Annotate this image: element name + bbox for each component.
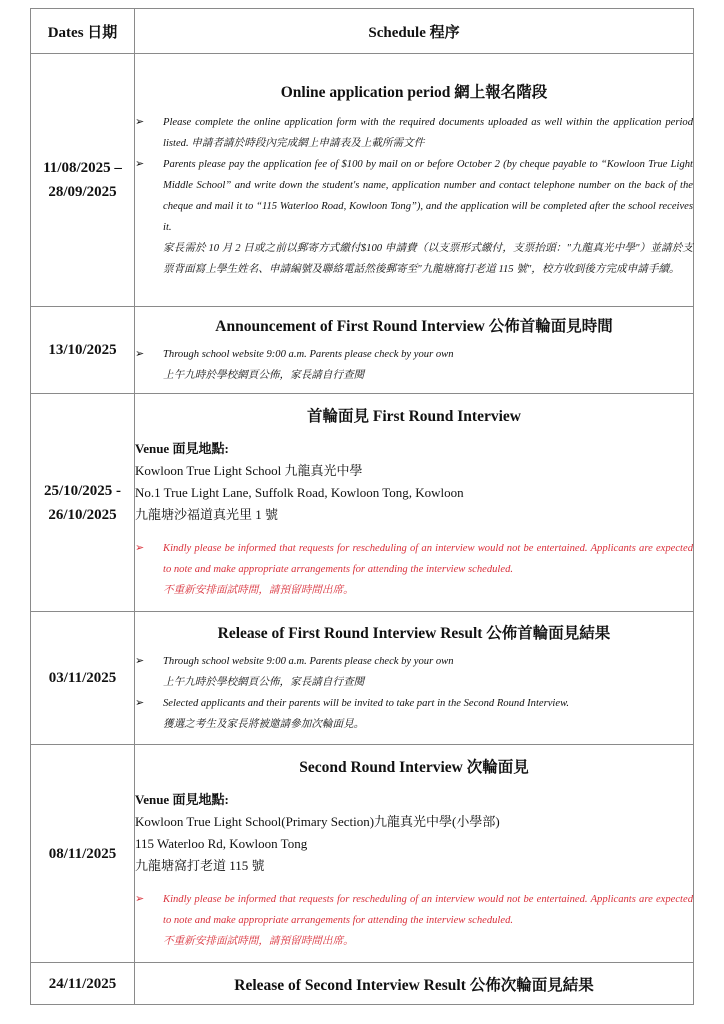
bullet-zh: 上午九時於學校網頁公佈，家長請自行查閱 <box>163 677 365 688</box>
list-item <box>135 693 693 735</box>
list-item <box>135 154 693 280</box>
row-title: Announcement of First Round Interview 公佈首輪面見時間 <box>215 318 613 335</box>
bullet-en: Please complete the online application form with the required documents uploaded as well within the application period listed. <box>163 117 693 149</box>
row-schedule <box>135 612 694 745</box>
bullet-list <box>135 344 693 386</box>
notice-item <box>135 889 693 952</box>
venue-label: Venue 面見地點: <box>135 792 229 807</box>
arrow-bullet-icon: ➢ <box>135 348 145 360</box>
row-title: Release of First Round Interview Result 公佈首輪面見結果 <box>217 625 611 642</box>
list-item <box>135 651 693 693</box>
bullet-list <box>135 112 693 280</box>
bullet-en: Through school website 9:00 a.m. Parents please check by your own <box>163 349 454 360</box>
row-date <box>31 54 135 307</box>
row-title: Online application period 網上報名階段 <box>280 84 548 101</box>
table-row <box>31 963 694 1005</box>
notice-en: Applicants are expected to note and make appropriate arrangements for attending the interview scheduled. <box>163 894 693 926</box>
notice-list <box>135 889 693 952</box>
date-text: 13/10/2025 <box>48 342 117 358</box>
arrow-bullet-icon: ➢ <box>135 893 145 905</box>
row-date <box>31 745 135 963</box>
header-schedule: Schedule 程序 <box>135 9 694 54</box>
notice-item <box>135 538 693 601</box>
row-schedule <box>135 394 694 612</box>
schedule-table <box>30 8 694 1005</box>
bullet-list <box>135 651 693 735</box>
notice-en: Kindly please be informed that requests for rescheduling of an interview would not be entertained. <box>163 894 588 905</box>
row-title: 首輪面見 First Round Interview <box>307 408 521 425</box>
date-text: 11/08/2025 – 28/09/2025 <box>43 160 122 200</box>
notice-en: Applicants are expected to note and make appropriate arrangements for attending the interview scheduled. <box>163 543 693 575</box>
arrow-bullet-icon: ➢ <box>135 116 145 128</box>
table-row <box>31 745 694 963</box>
row-schedule <box>135 54 694 307</box>
row-date <box>31 394 135 612</box>
row-date <box>31 963 135 1005</box>
venue-line: No.1 True Light Lane, Suffolk Road, Kowloon Tong, Kowloon <box>135 485 464 500</box>
arrow-bullet-icon: ➢ <box>135 655 145 667</box>
date-text: 25/10/2025 - 26/10/2025 <box>43 482 122 523</box>
table-header-row <box>31 9 694 54</box>
table-row <box>31 394 694 612</box>
bullet-en: Parents please pay the application fee of $100 by mail on or before October 2 (by cheque payable to “Kowloon True Light Middle School” and write down the student's name, application number and contact telephone number on the back of the cheque and mail it to “115 Waterloo Road, Kowloon Tong”), and the application will be completed after the school receives it. <box>163 159 693 233</box>
row-schedule <box>135 307 694 394</box>
venue-line: 九龍塘沙福道真光里 1 號 <box>135 507 279 522</box>
notice-list <box>135 538 693 601</box>
bullet-zh: 申請者請於時段內完成網上申請表及上載所需文件 <box>191 138 425 149</box>
row-schedule <box>135 963 694 1005</box>
arrow-bullet-icon: ➢ <box>135 697 145 709</box>
bullet-en: Selected applicants and their parents will be invited to take part in the Second Round Interview. <box>163 698 570 709</box>
venue-line: Kowloon True Light School(Primary Section)九龍真光中學(小學部) <box>135 814 500 829</box>
arrow-bullet-icon: ➢ <box>135 158 145 170</box>
list-item <box>135 112 693 154</box>
notice-zh: 不重新安排面試時間，請預留時間出席。 <box>163 585 354 596</box>
bullet-zh: 上午九時於學校網頁公佈，家長請自行查閱 <box>163 370 365 381</box>
row-title: Release of Second Interview Result 公佈次輪面見結果 <box>234 976 594 994</box>
venue-line: Kowloon True Light School 九龍真光中學 <box>135 463 363 478</box>
date-text: 08/11/2025 <box>48 845 117 862</box>
bullet-zh: 獲選之考生及家長將被邀請參加次輪面見。 <box>163 719 365 730</box>
header-dates: Dates 日期 <box>31 9 135 54</box>
notice-zh: 不重新安排面試時間，請預留時間出席。 <box>163 936 354 947</box>
table-row <box>31 612 694 745</box>
venue-line: 115 Waterloo Rd, Kowloon Tong <box>135 836 308 851</box>
venue-label: Venue 面見地點: <box>135 441 229 456</box>
bullet-en: Through school website 9:00 a.m. Parents please check by your own <box>163 656 454 667</box>
date-text: 24/11/2025 <box>48 975 117 992</box>
row-schedule <box>135 745 694 963</box>
date-text: 03/11/2025 <box>48 670 117 686</box>
row-date <box>31 307 135 394</box>
arrow-bullet-icon: ➢ <box>135 542 145 554</box>
notice-en: Kindly please be informed that requests for rescheduling of an interview would not be entertained. <box>163 543 588 554</box>
venue-line: 九龍塘窩打老道 115 號 <box>135 858 265 873</box>
bullet-zh: 家長需於 10 月 2 日或之前以郵寄方式繳付$100 申請費（以支票形式繳付，支票抬頭："九龍真光中學"）並請於支票背面寫上學生姓名、申請編號及聯絡電話然後郵寄至"九龍塘窩打老道 115 號"，校方收到後方完成申請手續。 <box>163 243 693 275</box>
table-row <box>31 54 694 307</box>
list-item <box>135 344 693 386</box>
table-row <box>31 307 694 394</box>
row-date <box>31 612 135 745</box>
row-title: Second Round Interview 次輪面見 <box>299 759 529 776</box>
